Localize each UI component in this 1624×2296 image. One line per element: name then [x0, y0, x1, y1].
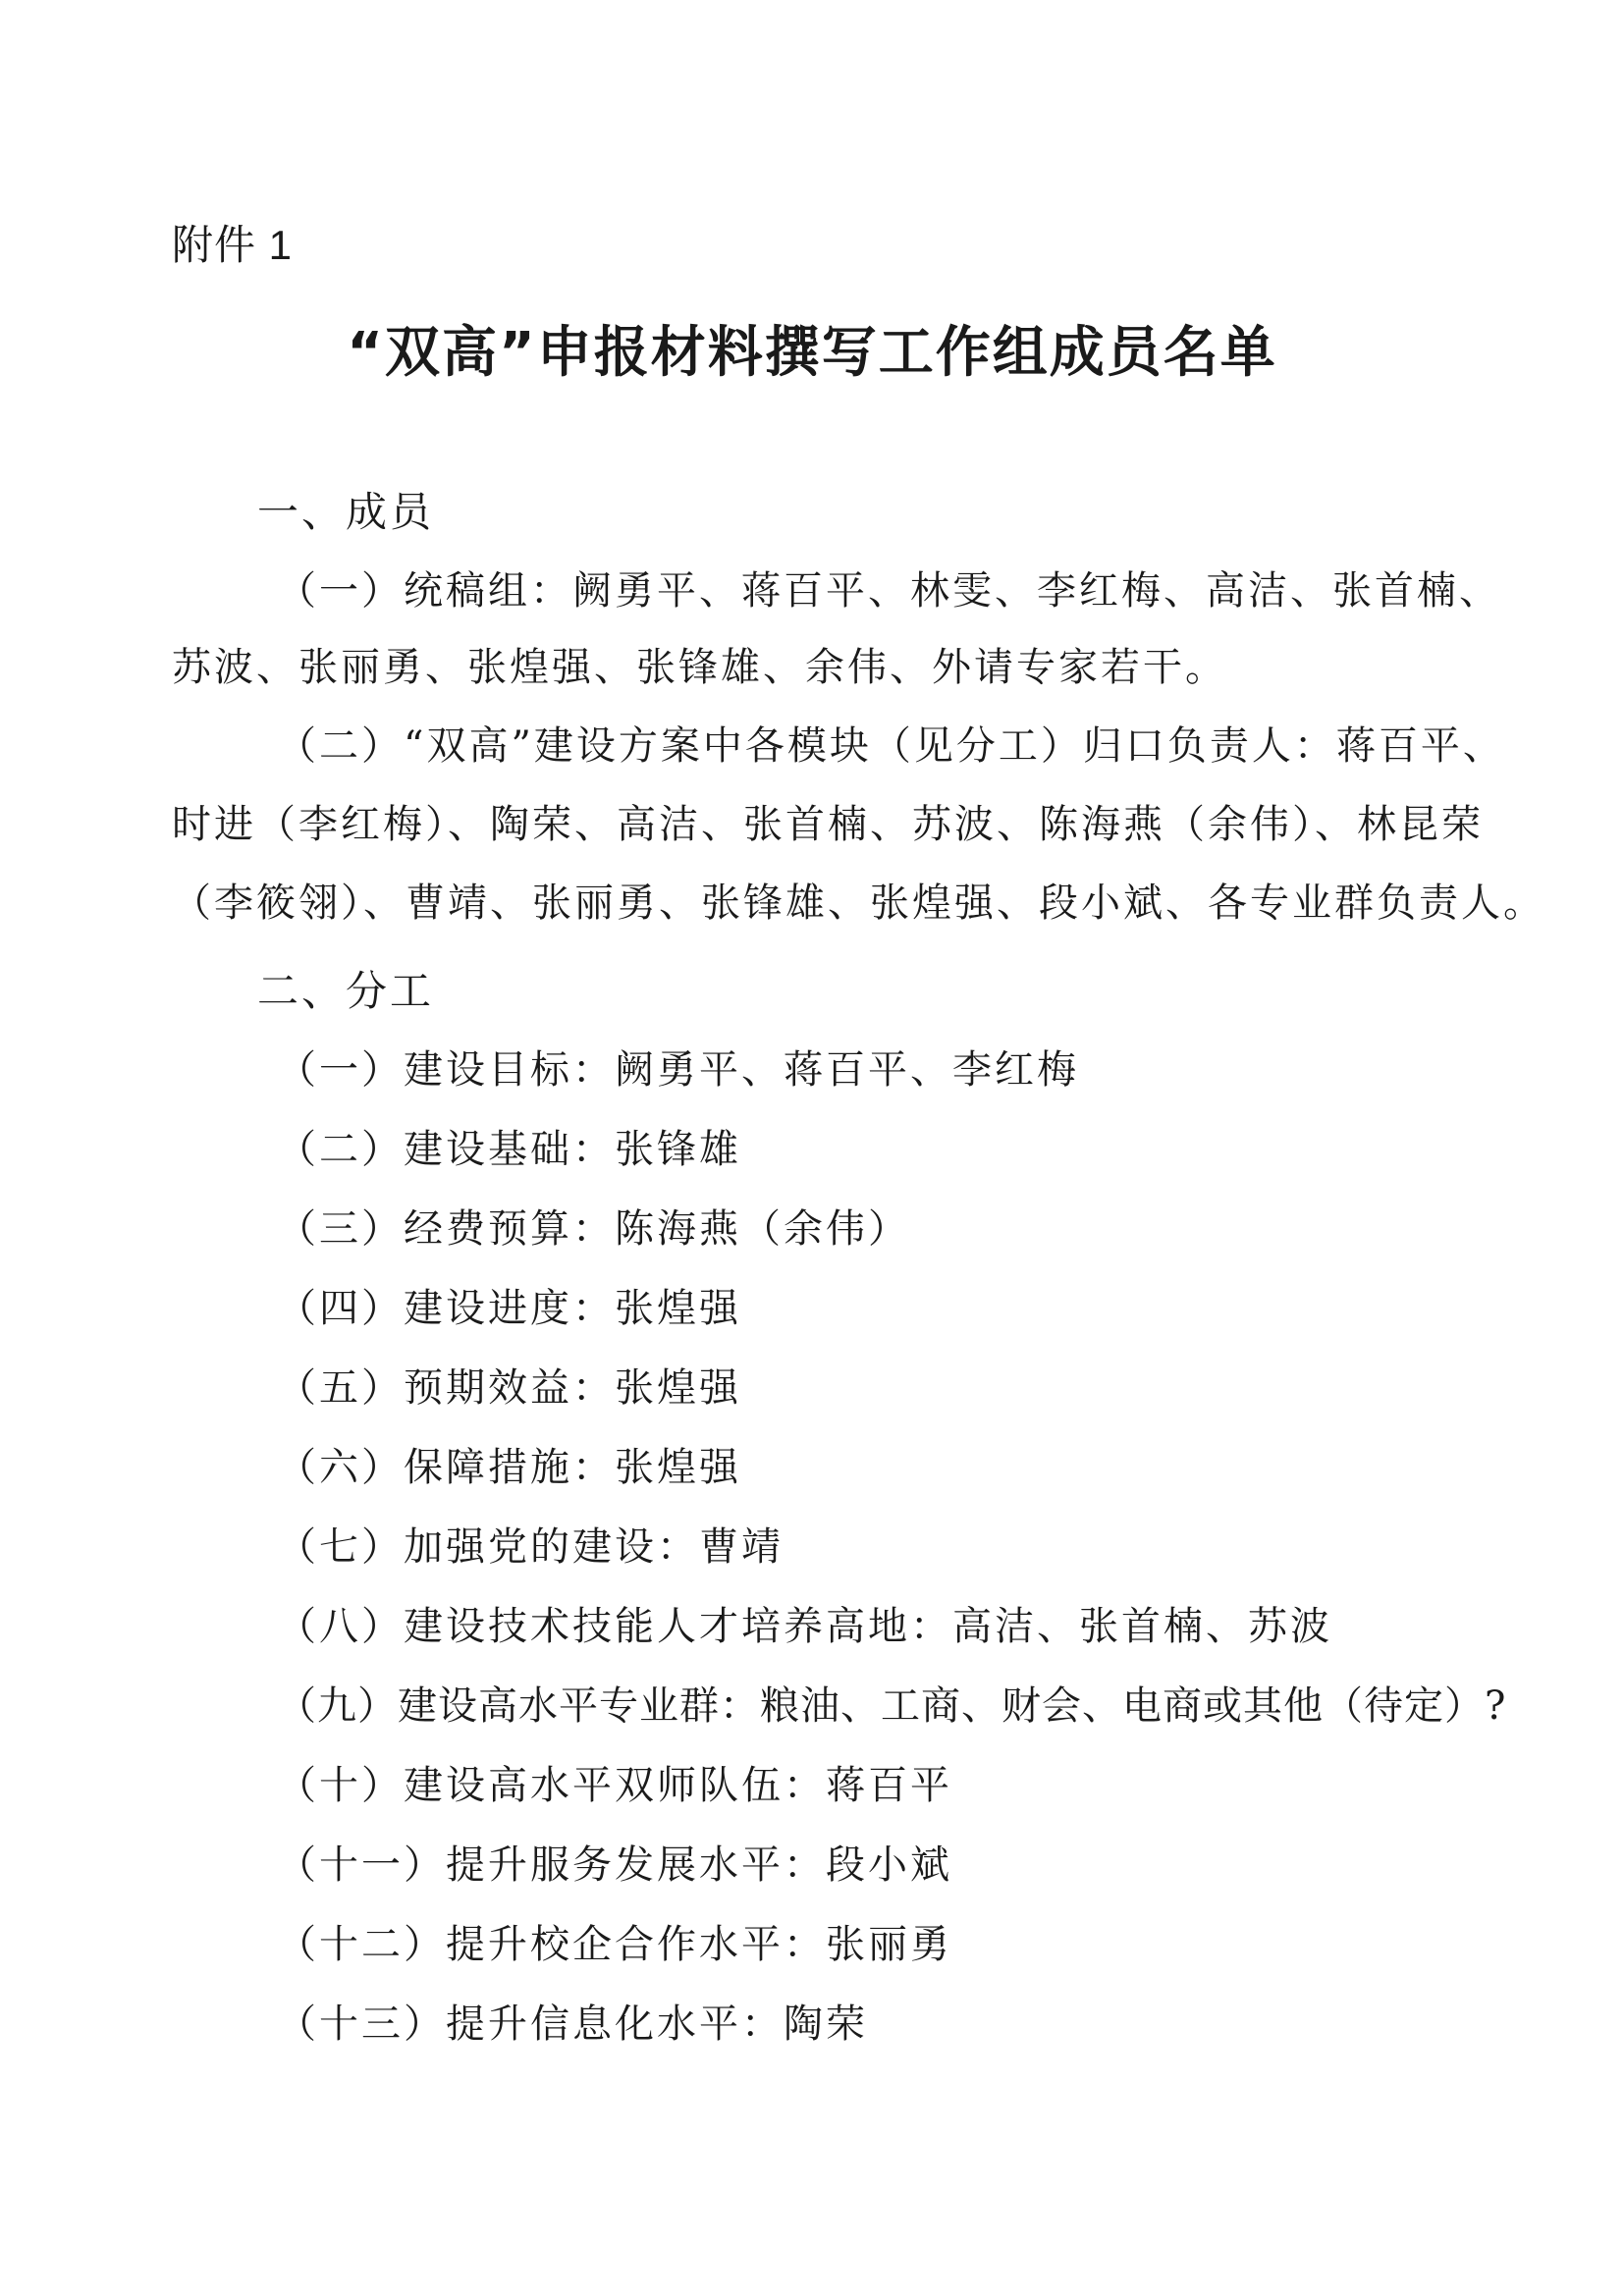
members-drafting-group-line-2: 苏波、张丽勇、张煌强、张锋雄、余伟、外请专家若干。	[172, 645, 1227, 690]
division-item: （十一）提升服务发展水平：段小斌	[277, 1842, 952, 1888]
attachment-label: 附件 1	[172, 222, 294, 268]
division-item: （六）保障措施：张煌强	[277, 1445, 741, 1490]
members-module-leads-line-3: （李筱翎）、曹靖、张丽勇、张锋雄、张煌强、段小斌、各专业群负责人。	[172, 881, 1545, 926]
division-item: （十）建设高水平双师队伍：蒋百平	[277, 1763, 952, 1808]
members-drafting-group-line-1: （一）统稿组：阙勇平、蒋百平、林雯、李红梅、高洁、张首楠、	[277, 568, 1501, 614]
members-module-leads-line-1: （二）“双高”建设方案中各模块（见分工）归口负责人：蒋百平、	[277, 723, 1505, 769]
division-item: （八）建设技术技能人才培养高地：高洁、张首楠、苏波	[277, 1604, 1332, 1649]
members-module-leads-line-2: 时进（李红梅）、陶荣、高洁、张首楠、苏波、陈海燕（余伟）、林昆荣	[172, 802, 1484, 847]
division-item: （十二）提升校企合作水平：张丽勇	[277, 1922, 952, 1967]
division-item: （九）建设高水平专业群：粮油、工商、财会、电商或其他（待定）?	[277, 1683, 1507, 1729]
section-heading-members: 一、成员	[257, 488, 435, 536]
document-title: “双高”申报材料撰写工作组成员名单	[347, 321, 1277, 385]
division-item: （一）建设目标：阙勇平、蒋百平、李红梅	[277, 1047, 1079, 1093]
division-item: （十三）提升信息化水平：陶荣	[277, 2002, 868, 2047]
division-item: （五）预期效益：张煌强	[277, 1365, 741, 1411]
division-item: （七）加强党的建设：曹靖	[277, 1524, 784, 1570]
division-item: （三）经费预算：陈海燕（余伟）	[277, 1206, 910, 1252]
division-item: （二）建设基础：张锋雄	[277, 1127, 741, 1172]
section-heading-division: 二、分工	[257, 967, 435, 1015]
division-item: （四）建设进度：张煌强	[277, 1286, 741, 1331]
